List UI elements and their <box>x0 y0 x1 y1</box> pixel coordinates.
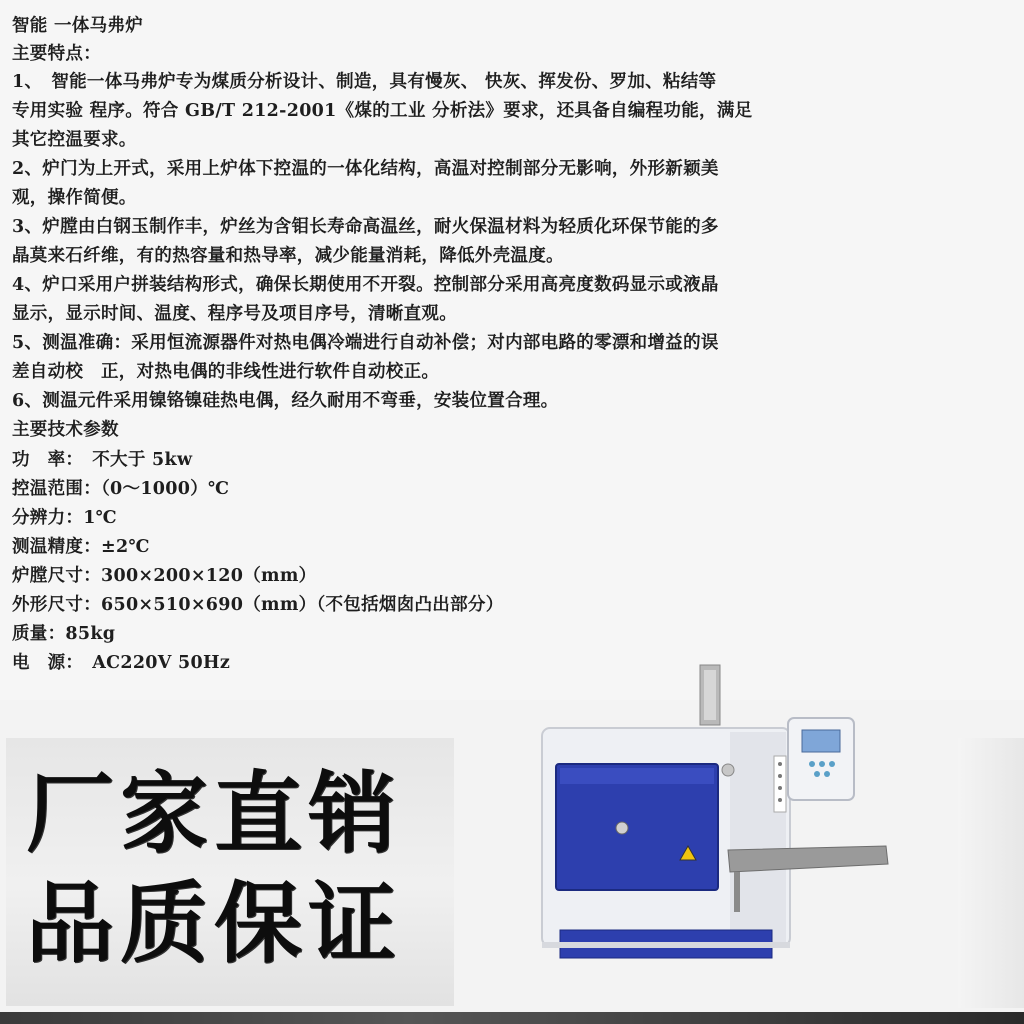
muffle-furnace-image <box>530 660 900 980</box>
tray-support <box>734 872 740 912</box>
feature-line: 差自动校 正，对热电偶的非线性进行软件自动校正。 <box>12 362 440 382</box>
side-tray <box>728 846 888 872</box>
spec-line: 功 率： 不大于 5kw <box>12 450 193 470</box>
feature-line: 专用实验 程序。符合 GB/T 212-2001《煤的工业 分析法》要求，还具备自编程功能，满足 <box>12 101 753 121</box>
feature-line: 2、炉门为上开式，采用上炉体下控温的一体化结构，高温对控制部分无影响，外形新颖美 <box>12 159 719 179</box>
slogan-line-2: 品质保证 <box>26 872 403 975</box>
specs-heading: 主要技术参数 <box>12 420 119 440</box>
control-button-icon <box>824 771 830 777</box>
chimney-highlight <box>704 670 716 720</box>
door-handle-icon <box>722 764 734 776</box>
control-button-icon <box>829 761 835 767</box>
spec-line: 分辨力：1℃ <box>12 508 117 528</box>
viewport-icon <box>616 822 628 834</box>
feature-line: 晶莫来石纤维，有的热容量和热导率，减少能量消耗，降低外壳温度。 <box>12 246 564 266</box>
feature-line: 1、 智能一体马弗炉专为煤质分析设计、制造，具有慢灰、 快灰、挥发份、罗加、粘结等 <box>12 72 717 92</box>
spec-line: 外形尺寸：650×510×690（mm）（不包括烟囱凸出部分） <box>12 595 504 615</box>
spec-line: 炉膛尺寸：300×200×120（mm） <box>12 566 317 586</box>
spec-line: 测温精度：±2℃ <box>12 537 150 557</box>
door-highlight <box>560 768 714 784</box>
feature-line: 3、炉膛由白钢玉制作丰，炉丝为含钼长寿命高温丝，耐火保温材料为轻质化环保节能的多 <box>12 217 719 237</box>
feature-line: 观，操作简便。 <box>12 188 137 208</box>
feature-line: 其它控温要求。 <box>12 130 137 150</box>
feature-line: 4、炉口采用户拼装结构形式，确保长期使用不开裂。控制部分采用高亮度数码显示或液晶 <box>12 275 719 295</box>
bottom-border <box>0 1012 1024 1024</box>
lcd-display <box>802 730 840 752</box>
feature-line: 6、测温元件采用镍铬镍硅热电偶，经久耐用不弯垂，安装位置合理。 <box>12 391 559 411</box>
feature-line: 5、测温准确：采用恒流源器件对热电偶冷端进行自动补偿；对内部电路的零漂和增益的误 <box>12 333 719 353</box>
feature-line: 显示，显示时间、温度、程序号及项目序号，清晰直观。 <box>12 304 457 324</box>
doc-title: 智能 一体马弗炉 <box>12 16 143 36</box>
features-heading: 主要特点： <box>12 44 101 64</box>
base-shadow <box>542 942 790 948</box>
slogan-line-1: 厂家直销 <box>26 762 403 865</box>
spec-line: 质量：85kg <box>12 624 116 644</box>
control-button-icon <box>819 761 825 767</box>
control-button-icon <box>814 771 820 777</box>
control-button-icon <box>809 761 815 767</box>
spec-line: 控温范围：（0～1000）℃ <box>12 479 230 499</box>
spec-line: 电 源： AC220V 50Hz <box>12 653 231 673</box>
right-strip <box>958 738 1024 1008</box>
